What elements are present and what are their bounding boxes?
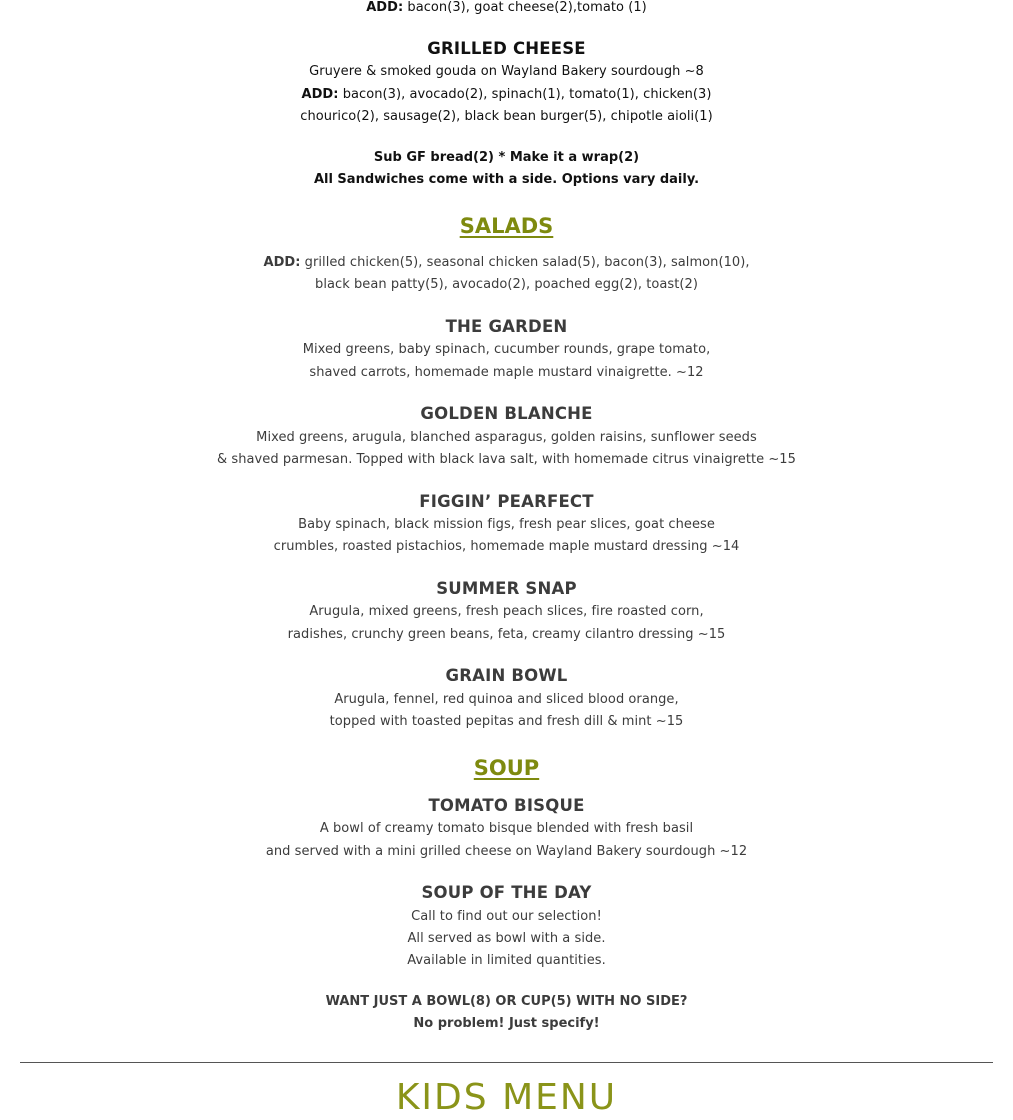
prev-item-addons (0, 0, 1013, 19)
menu-item-title: THE GARDEN (445, 317, 568, 336)
menu-item-desc: crumbles, roasted pistachios, homemade maple mustard dressing ~14 (273, 539, 740, 554)
sandwich-note-2: All Sandwiches come with a side. Options vary daily. (313, 172, 700, 187)
menu-item-title: FIGGIN’ PEARFECT (419, 492, 594, 511)
soup-note-1: WANT JUST A BOWL(8) OR CUP(5) WITH NO SIDE? (325, 994, 688, 1009)
add-label: ADD: (366, 0, 404, 15)
menu-item-desc: Arugula, fennel, red quinoa and sliced blood orange, (334, 692, 679, 707)
menu-item-title: SOUP OF THE DAY (421, 883, 592, 902)
section-title-soup: SOUP (473, 756, 540, 780)
menu-item-title: TOMATO BISQUE (428, 796, 585, 815)
menu-item-addons-cont: chourico(2), sausage(2), black bean burger(5), chipotle aioli(1) (300, 109, 713, 124)
menu-item-desc: Mixed greens, arugula, blanched asparagus, golden raisins, sunflower seeds (256, 430, 757, 445)
menu-item-title: GOLDEN BLANCHE (420, 404, 593, 423)
addons-text: bacon(3), goat cheese(2),tomato (1) (403, 0, 647, 15)
menu-item-desc: Call to find out our selection! (411, 909, 602, 924)
menu-item-desc: Available in limited quantities. (407, 953, 606, 968)
menu-item-desc: Gruyere & smoked gouda on Wayland Bakery sourdough ~8 (309, 64, 704, 79)
menu-item-title: SUMMER SNAP (436, 579, 577, 598)
section-divider (20, 1062, 993, 1063)
add-label: ADD: (301, 87, 339, 102)
add-label: ADD: (263, 255, 301, 270)
menu-item-desc: and served with a mini grilled cheese on Wayland Bakery sourdough ~12 (265, 844, 748, 859)
menu-item-desc: Mixed greens, baby spinach, cucumber rounds, grape tomato, (302, 342, 711, 357)
salad-addons-cont: black bean patty(5), avocado(2), poached egg(2), toast(2) (315, 277, 698, 292)
menu-item-desc: All served as bowl with a side. (407, 931, 606, 946)
addons-text: grilled chicken(5), seasonal chicken salad(5), bacon(3), salmon(10), (300, 255, 750, 270)
section-title-kids-menu: KIDS MENU (395, 1077, 618, 1118)
menu-item-title: GRAIN BOWL (445, 666, 568, 685)
menu-item-addons (0, 84, 1013, 106)
soup-note-2: No problem! Just specify! (413, 1016, 600, 1031)
menu-item-desc: Baby spinach, black mission figs, fresh pear slices, goat cheese (298, 517, 715, 532)
sandwich-note-1: Sub GF bread(2) * Make it a wrap(2) (373, 150, 640, 165)
salad-addons (0, 252, 1013, 274)
addons-text: bacon(3), avocado(2), spinach(1), tomato(1), chicken(3) (338, 87, 712, 102)
menu-item-desc: A bowl of creamy tomato bisque blended with fresh basil (319, 821, 694, 836)
menu-item-desc: shaved carrots, homemade maple mustard vinaigrette. ~12 (309, 365, 704, 380)
menu-item-title-grilled-cheese: GRILLED CHEESE (427, 39, 586, 58)
menu-item-desc: Arugula, mixed greens, fresh peach slices, fire roasted corn, (309, 604, 704, 619)
section-title-salads: SALADS (459, 214, 554, 238)
menu-item-desc: & shaved parmesan. Topped with black lava salt, with homemade citrus vinaigrette ~15 (217, 452, 796, 467)
menu-item-desc: topped with toasted pepitas and fresh dill & mint ~15 (329, 714, 684, 729)
menu-item-desc: radishes, crunchy green beans, feta, creamy cilantro dressing ~15 (287, 627, 726, 642)
